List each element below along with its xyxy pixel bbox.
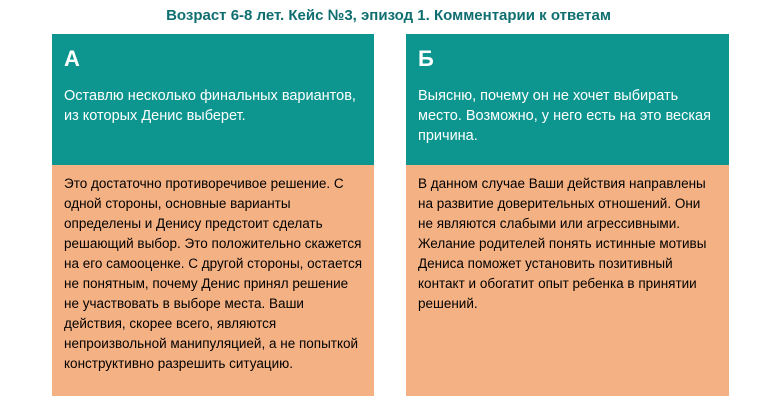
option-card-a [52,34,374,396]
option-a-header [52,34,374,165]
option-a-comment: Это достаточно противоречивое решение. С одной стороны, основные варианты определены и Денису предстоит сделать решающий выбор. Это положительно скажется на его самооценке. С другой стороны, остается не понятным, почему Денис принял решение не участвовать в выборе места. Ваши действия, скорее всего, являются непроизвольной манипуляцией, а не попыткой конструктивно разрешить ситуацию. [52,165,374,396]
option-b-choice-text: Выясню, почему он не хочет выбирать место. Возможно, у него есть на это веская причина. [418,88,711,144]
option-card-b [406,34,729,396]
option-a-letter: А [64,46,80,71]
option-b-letter: Б [418,46,434,71]
option-b-header [406,34,729,165]
option-b-comment: В данном случае Ваши действия направлены на развитие доверительных отношений. Они не являются слабыми или агрессивными. Желание родителей понять истинные мотивы Дениса поможет установить позитивный контакт и обогатит опыт ребенка в принятии решений. [406,165,729,396]
option-a-choice-text: Оставлю несколько финальных вариантов, из которых Денис выберет. [64,88,356,124]
page-title: Возраст 6-8 лет. Кейс №3, эпизод 1. Комментарии к ответам [166,7,611,24]
